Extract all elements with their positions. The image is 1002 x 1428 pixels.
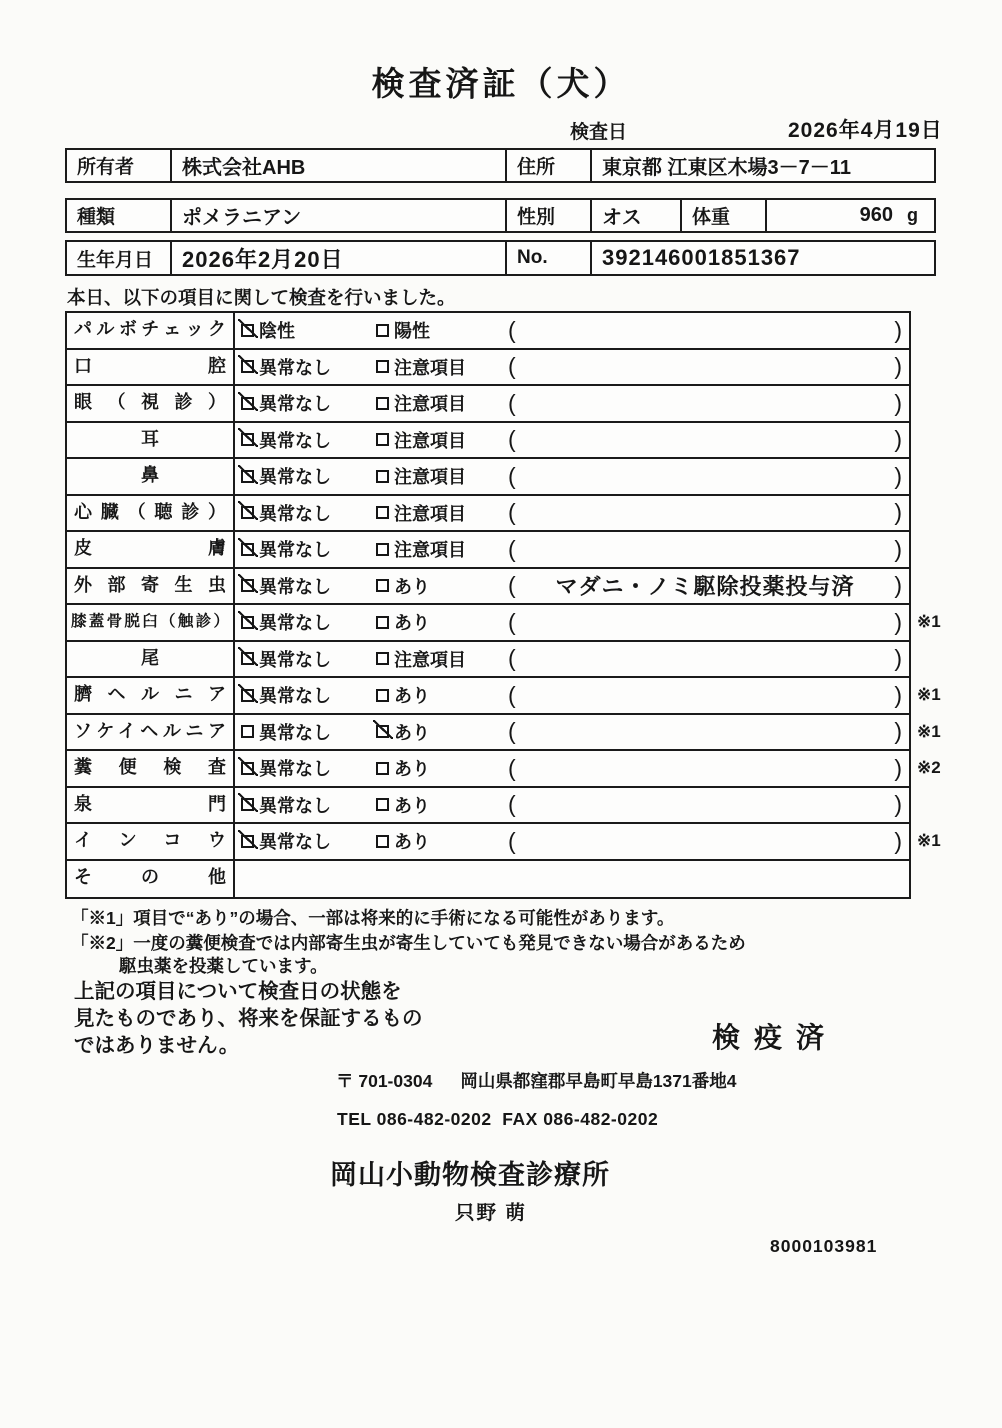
weight-value — [767, 200, 934, 231]
checklist-option-label: 異常なし — [259, 759, 331, 780]
checkbox-icon — [376, 689, 389, 702]
checklist-option-1 — [235, 719, 370, 745]
checklist-option-label: 異常なし — [259, 394, 331, 415]
checklist-row — [67, 532, 909, 569]
checkbox-icon — [241, 835, 254, 848]
checklist-item-label: 耳 — [67, 423, 235, 458]
checklist-note — [505, 608, 909, 635]
checkbox-icon — [241, 397, 254, 410]
checklist-option-2 — [370, 828, 505, 854]
quarantine-stamp: 検疫済 — [712, 1022, 839, 1053]
checklist-row-content — [235, 496, 909, 531]
footnote-mark: ※2 — [917, 758, 941, 777]
checklist-row-content — [235, 861, 909, 898]
breed-value: ポメラニアン — [172, 200, 507, 231]
close-paren: ) — [894, 316, 902, 343]
checklist-option-label: 異常なし — [259, 613, 331, 634]
checkbox-icon — [241, 360, 254, 373]
intro-text: 本日、以下の項目に関して検査を行いました。 — [67, 287, 456, 308]
checklist-note — [505, 570, 909, 601]
checklist-row-content — [235, 751, 941, 786]
checkbox-icon — [241, 762, 254, 775]
close-paren: ) — [894, 754, 902, 781]
close-paren: ) — [894, 645, 902, 672]
checkbox-icon — [376, 616, 389, 629]
close-paren: ) — [894, 389, 902, 416]
checklist-option-1 — [235, 390, 370, 416]
open-paren: ( — [508, 681, 516, 708]
open-paren: ( — [508, 316, 516, 343]
checklist-option-1 — [235, 427, 370, 453]
checklist-row — [67, 824, 941, 861]
checklist-option-label: 陽性 — [394, 321, 430, 342]
close-paren: ) — [894, 681, 902, 708]
checklist-option-label: 注意項目 — [394, 467, 466, 488]
clinic-address-line — [336, 1068, 737, 1093]
checklist-note — [505, 535, 909, 562]
checklist-note-text: マダニ・ノミ駆除投薬投与済 — [555, 574, 855, 600]
close-paren: ) — [894, 535, 902, 562]
footnote-2-continued: 駆虫薬を投薬しています。 — [119, 956, 328, 976]
open-paren: ( — [508, 535, 516, 562]
birth-label: 生年月日 — [67, 242, 172, 274]
checklist-option-label: 注意項目 — [394, 430, 466, 451]
checkbox-icon — [376, 543, 389, 556]
checkbox-icon — [241, 506, 254, 519]
checklist-option-label: 異常なし — [259, 722, 331, 743]
checklist-option-2 — [370, 390, 505, 416]
checklist-option-label: 異常なし — [259, 649, 331, 670]
footnote-mark: ※1 — [917, 721, 941, 741]
checklist-row — [67, 678, 941, 715]
checklist-option-label: 陰性 — [259, 321, 295, 342]
checklist-option-1 — [235, 573, 370, 599]
checklist-option-label: 異常なし — [259, 357, 331, 378]
checklist-row-content — [235, 605, 941, 640]
checkbox-icon — [376, 470, 389, 483]
checklist-note — [505, 501, 909, 524]
address-label: 住所 — [507, 150, 592, 181]
checklist-option-2 — [370, 646, 505, 672]
checklist-row-content — [235, 350, 909, 385]
no-value: 392146001851367 — [602, 245, 801, 270]
inspection-date-value: 2026年4月19日 — [788, 119, 943, 142]
checklist-option-1 — [235, 755, 370, 781]
checkbox-icon — [376, 360, 389, 373]
checkbox-icon — [376, 835, 389, 848]
checklist-option-label: 異常なし — [259, 795, 331, 816]
checklist-row — [67, 861, 909, 898]
checklist-row-content — [235, 788, 909, 823]
close-paren: ) — [894, 353, 902, 380]
checklist-option-2 — [370, 755, 505, 781]
checklist-option-2 — [370, 427, 505, 453]
checkbox-icon — [376, 324, 389, 337]
checklist-item-label: 鼻 — [67, 459, 235, 494]
clinic-address: 岡山県都窪郡早島町早島1371番地4 — [460, 1071, 737, 1091]
checkbox-icon — [241, 689, 254, 702]
close-paren: ) — [894, 572, 902, 599]
checklist-item-label: 泉門 — [67, 788, 235, 823]
owner-info-row — [65, 148, 936, 183]
checklist-option-1 — [235, 646, 370, 672]
checklist-row-content — [235, 715, 941, 750]
checklist-option-label: 異常なし — [259, 503, 331, 524]
checklist-row — [67, 459, 909, 496]
checkbox-icon — [376, 652, 389, 665]
close-paren: ) — [894, 791, 902, 818]
checkbox-icon — [241, 579, 254, 592]
checklist-option-1 — [235, 354, 370, 380]
open-paren: ( — [508, 827, 516, 854]
checklist-table — [65, 311, 941, 899]
birth-value: 2026年2月20日 — [172, 242, 507, 274]
checklist-option-label: あり — [394, 795, 430, 816]
checklist-item-label: 膝蓋骨脱臼（触診） — [67, 605, 235, 640]
checklist-row-content — [235, 642, 909, 677]
checklist-option-2 — [370, 354, 505, 380]
open-paren: ( — [508, 718, 516, 745]
checklist-option-label: あり — [394, 686, 430, 707]
checklist-option-label: あり — [394, 613, 430, 634]
disclaimer-text — [74, 978, 423, 1059]
checklist-row — [67, 715, 941, 752]
checklist-item-label: 心臓（聴診） — [67, 496, 235, 531]
footnote-mark: ※1 — [917, 612, 941, 631]
checklist-option-1 — [235, 682, 370, 708]
checkbox-icon — [241, 543, 254, 556]
checklist-row-content — [235, 569, 909, 604]
checklist-option-label: 注意項目 — [394, 649, 466, 670]
checkbox-icon — [376, 397, 389, 410]
checklist-item-label: パルボチェック — [67, 313, 235, 348]
checklist-item-label: ソケイヘルニア — [67, 715, 235, 750]
checklist-option-label: 異常なし — [259, 832, 331, 853]
checkbox-icon — [241, 470, 254, 483]
checkbox-icon — [241, 798, 254, 811]
checkbox-icon — [376, 725, 389, 738]
checklist-item-label: 口腔 — [67, 350, 235, 385]
checklist-row-content — [235, 824, 941, 859]
checklist-option-2 — [370, 317, 505, 343]
open-paren: ( — [508, 645, 516, 672]
checklist-row — [67, 569, 909, 606]
checklist-option-1 — [235, 828, 370, 854]
checklist-row-content — [235, 423, 909, 458]
checklist-row — [67, 386, 909, 423]
checkbox-icon — [241, 652, 254, 665]
checklist-option-2 — [370, 573, 505, 599]
checklist-row — [67, 313, 909, 350]
checklist-item-label: 尾 — [67, 642, 235, 677]
checkbox-icon — [376, 798, 389, 811]
checklist-option-2 — [370, 609, 505, 635]
close-paren: ) — [894, 827, 902, 854]
checklist-note — [505, 389, 909, 416]
close-paren: ) — [894, 718, 902, 745]
checklist-option-label: あり — [394, 576, 430, 597]
checklist-option-label: 異常なし — [259, 686, 331, 707]
checkbox-icon — [376, 433, 389, 446]
checklist-row — [67, 496, 909, 533]
checklist-option-label: 注意項目 — [394, 540, 466, 561]
checklist-option-2 — [370, 500, 505, 526]
checklist-item-label: 臍ヘルニア — [67, 678, 235, 713]
checklist-note — [505, 316, 909, 343]
disclaimer-line-3: ではありません。 — [74, 1034, 240, 1057]
checklist-row-content — [235, 459, 909, 494]
checklist-row — [67, 350, 909, 387]
close-paren: ) — [894, 462, 902, 489]
checklist-option-1 — [235, 317, 370, 343]
checkbox-icon — [241, 433, 254, 446]
checklist-item-label: 眼（視診） — [67, 386, 235, 421]
checklist-option-2 — [370, 719, 505, 745]
footnote-mark: ※1 — [917, 685, 941, 704]
checklist-option-label: 注意項目 — [394, 357, 466, 378]
checklist-item-label: 糞便検査 — [67, 751, 235, 786]
checklist-option-label: あり — [394, 832, 430, 853]
weight-unit: g — [907, 205, 918, 225]
checklist-option-label: 注意項目 — [394, 503, 466, 524]
checklist-option-label: 異常なし — [259, 467, 331, 488]
clinic-tel-fax: TEL 086-482-0202 FAX 086-482-0202 — [337, 1109, 659, 1129]
document-code: 8000103981 — [770, 1236, 878, 1256]
veterinarian-name: 只野 萌 — [455, 1202, 527, 1224]
weight-number: 960 — [859, 204, 893, 226]
open-paren: ( — [508, 499, 516, 526]
checklist-note — [505, 681, 909, 708]
checklist-row-content — [235, 313, 909, 348]
checkbox-icon — [241, 616, 254, 629]
checklist-row — [67, 751, 941, 788]
checklist-row-content — [235, 532, 909, 567]
checklist-option-label: あり — [394, 722, 430, 743]
close-paren: ) — [894, 608, 902, 635]
address-value: 東京都 江東区木場3－7－11 — [602, 157, 851, 179]
checklist-note — [505, 462, 909, 489]
open-paren: ( — [508, 426, 516, 453]
checklist-option-label: 異常なし — [259, 430, 331, 451]
checklist-option-1 — [235, 609, 370, 635]
checklist-option-1 — [235, 792, 370, 818]
no-label: No. — [507, 242, 592, 274]
checklist-note — [505, 827, 909, 854]
checkbox-icon — [376, 762, 389, 775]
checkbox-icon — [241, 725, 254, 738]
open-paren: ( — [508, 791, 516, 818]
sex-label: 性別 — [507, 200, 592, 231]
sex-value: オス — [592, 200, 682, 231]
checklist-note — [505, 793, 909, 816]
open-paren: ( — [508, 572, 516, 599]
footnote-2: 「※2」一度の糞便検査では内部寄生虫が寄生していても発見できない場合があるため — [71, 933, 746, 953]
checklist-option-2 — [370, 536, 505, 562]
inspection-date-label: 検査日 — [570, 122, 628, 143]
checklist-note — [505, 647, 909, 670]
checklist-note — [505, 754, 909, 781]
checklist-option-label: 異常なし — [259, 540, 331, 561]
open-paren: ( — [508, 462, 516, 489]
clinic-postal-code: 〒 701-0304 — [336, 1071, 433, 1091]
checklist-row — [67, 605, 941, 642]
checklist-row — [67, 788, 909, 825]
disclaimer-line-1: 上記の項目について検査日の状態を — [74, 980, 402, 1003]
checklist-item-label: インコウ — [67, 824, 235, 859]
checklist-note — [505, 428, 909, 451]
open-paren: ( — [508, 389, 516, 416]
checklist-option-1 — [235, 500, 370, 526]
checklist-row-content — [235, 678, 941, 713]
open-paren: ( — [508, 353, 516, 380]
checklist-row — [67, 423, 909, 460]
checklist-option-1 — [235, 463, 370, 489]
weight-label: 体重 — [682, 200, 767, 231]
open-paren: ( — [508, 608, 516, 635]
checklist-row-content — [235, 386, 909, 421]
checklist-option-label: 異常なし — [259, 576, 331, 597]
breed-label: 種類 — [67, 200, 172, 231]
checklist-option-1 — [235, 536, 370, 562]
checklist-option-2 — [370, 792, 505, 818]
clinic-name: 岡山小動物検査診療所 — [330, 1160, 610, 1190]
close-paren: ) — [894, 499, 902, 526]
checkbox-icon — [376, 579, 389, 592]
checklist-note — [505, 355, 909, 378]
pet-info-row — [65, 198, 936, 233]
checkbox-icon — [376, 506, 389, 519]
close-paren: ) — [894, 426, 902, 453]
page-title: 検査済証（犬） — [371, 65, 631, 102]
checklist-option-label: 注意項目 — [394, 394, 466, 415]
footnote-mark: ※1 — [917, 831, 941, 850]
birth-info-row — [65, 240, 936, 276]
checklist-option-2 — [370, 463, 505, 489]
footnote-1: 「※1」項目で“あり”の場合、一部は将来的に手術になる可能性があります。 — [71, 908, 675, 928]
checklist-row — [67, 642, 909, 679]
open-paren: ( — [508, 754, 516, 781]
checklist-option-label: あり — [394, 759, 430, 780]
checklist-note — [505, 720, 909, 743]
disclaimer-line-2: 見たものであり、将来を保証するもの — [74, 1007, 423, 1030]
checklist-item-label: 外部寄生虫 — [67, 569, 235, 604]
checklist-option-2 — [370, 682, 505, 708]
checkbox-icon — [241, 324, 254, 337]
checklist-item-label: その他 — [67, 861, 235, 898]
owner-name: 株式会社AHB — [172, 150, 507, 181]
owner-label: 所有者 — [67, 150, 172, 181]
checklist-item-label: 皮膚 — [67, 532, 235, 567]
